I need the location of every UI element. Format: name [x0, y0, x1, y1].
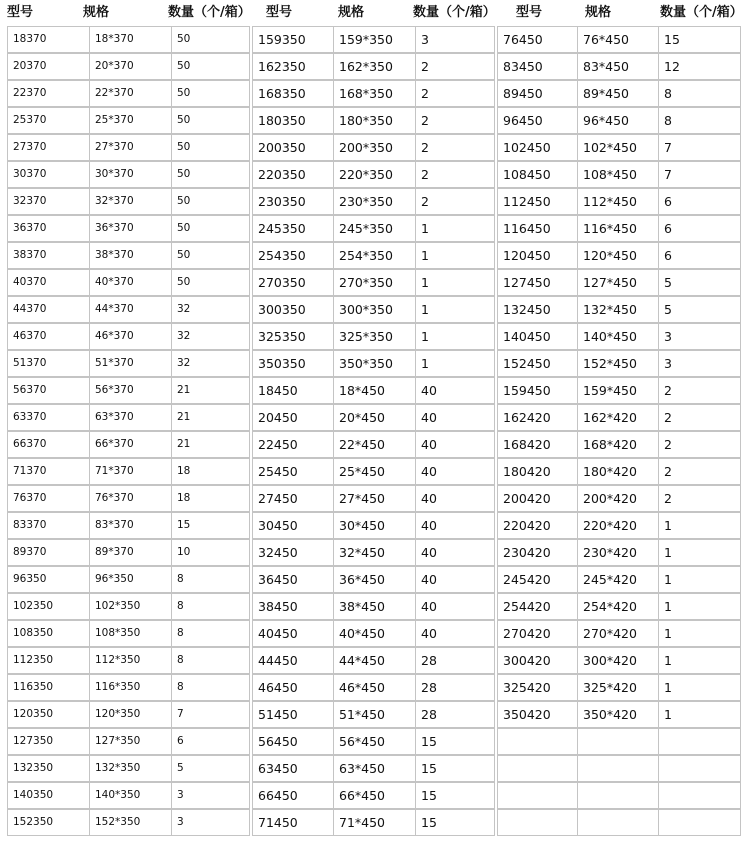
model-cell: 96350 [7, 566, 90, 593]
model-cell [497, 728, 578, 755]
model-cell: 162350 [252, 53, 334, 80]
model-cell: 18450 [252, 377, 334, 404]
model-cell: 159450 [497, 377, 578, 404]
quantity-cell: 28 [415, 701, 495, 728]
quantity-cell: 50 [171, 188, 250, 215]
model-cell: 44450 [252, 647, 334, 674]
model-cell: 132450 [497, 296, 578, 323]
model-cell: 30370 [7, 161, 90, 188]
quantity-cell: 2 [415, 161, 495, 188]
spec-cell: 18*370 [89, 26, 172, 53]
model-cell: 220420 [497, 512, 578, 539]
quantity-cell: 7 [658, 134, 741, 161]
spec-cell: 254*420 [577, 593, 659, 620]
quantity-cell: 1 [415, 323, 495, 350]
column-header: 规格 [83, 5, 110, 20]
quantity-cell: 28 [415, 647, 495, 674]
quantity-cell: 7 [171, 701, 250, 728]
spec-cell: 44*450 [333, 647, 416, 674]
quantity-cell: 21 [171, 404, 250, 431]
quantity-cell: 2 [415, 53, 495, 80]
model-cell: 83450 [497, 53, 578, 80]
spec-cell: 102*450 [577, 134, 659, 161]
quantity-cell: 40 [415, 458, 495, 485]
quantity-cell: 2 [415, 107, 495, 134]
quantity-cell: 50 [171, 215, 250, 242]
spec-cell: 56*450 [333, 728, 416, 755]
spec-cell [577, 809, 659, 836]
spec-cell: 140*350 [89, 782, 172, 809]
model-cell: 27370 [7, 134, 90, 161]
spec-cell: 132*350 [89, 755, 172, 782]
spec-cell: 36*370 [89, 215, 172, 242]
spec-cell: 71*370 [89, 458, 172, 485]
model-cell: 63450 [252, 755, 334, 782]
quantity-cell: 50 [171, 53, 250, 80]
model-cell: 25450 [252, 458, 334, 485]
model-cell: 102450 [497, 134, 578, 161]
model-cell: 230350 [252, 188, 334, 215]
spec-cell: 325*420 [577, 674, 659, 701]
spec-cell: 127*350 [89, 728, 172, 755]
spec-cell: 220*350 [333, 161, 416, 188]
spec-cell: 40*370 [89, 269, 172, 296]
model-cell: 116350 [7, 674, 90, 701]
quantity-cell: 18 [171, 458, 250, 485]
model-cell: 40450 [252, 620, 334, 647]
quantity-cell: 8 [171, 674, 250, 701]
quantity-cell: 2 [415, 80, 495, 107]
model-cell: 46450 [252, 674, 334, 701]
quantity-cell: 50 [171, 80, 250, 107]
model-cell: 51450 [252, 701, 334, 728]
quantity-cell: 50 [171, 107, 250, 134]
quantity-cell: 40 [415, 485, 495, 512]
model-cell: 254350 [252, 242, 334, 269]
model-cell: 27450 [252, 485, 334, 512]
spec-cell [577, 728, 659, 755]
quantity-cell: 15 [415, 755, 495, 782]
quantity-cell: 8 [171, 566, 250, 593]
quantity-cell: 8 [171, 593, 250, 620]
model-cell: 20450 [252, 404, 334, 431]
spec-cell: 116*350 [89, 674, 172, 701]
model-cell: 38450 [252, 593, 334, 620]
model-cell: 56450 [252, 728, 334, 755]
model-cell: 38370 [7, 242, 90, 269]
spec-cell: 230*350 [333, 188, 416, 215]
model-cell: 180350 [252, 107, 334, 134]
model-cell: 140450 [497, 323, 578, 350]
spec-cell: 22*450 [333, 431, 416, 458]
model-cell: 116450 [497, 215, 578, 242]
spec-cell: 32*450 [333, 539, 416, 566]
quantity-cell: 15 [415, 782, 495, 809]
spec-cell: 89*450 [577, 80, 659, 107]
quantity-cell: 32 [171, 296, 250, 323]
spec-cell: 20*370 [89, 53, 172, 80]
quantity-cell: 3 [415, 26, 495, 53]
model-cell: 108350 [7, 620, 90, 647]
model-cell: 83370 [7, 512, 90, 539]
spec-cell: 270*420 [577, 620, 659, 647]
spec-cell: 76*450 [577, 26, 659, 53]
spec-cell: 63*370 [89, 404, 172, 431]
model-cell: 168420 [497, 431, 578, 458]
quantity-cell [658, 809, 741, 836]
quantity-cell: 40 [415, 431, 495, 458]
model-cell: 18370 [7, 26, 90, 53]
quantity-cell: 21 [171, 377, 250, 404]
quantity-cell: 50 [171, 161, 250, 188]
spec-cell: 180*420 [577, 458, 659, 485]
quantity-cell: 7 [658, 161, 741, 188]
spec-cell: 152*450 [577, 350, 659, 377]
spec-cell: 200*350 [333, 134, 416, 161]
model-cell: 152450 [497, 350, 578, 377]
spec-cell: 66*370 [89, 431, 172, 458]
model-cell: 71450 [252, 809, 334, 836]
spec-cell: 168*350 [333, 80, 416, 107]
spec-cell: 38*370 [89, 242, 172, 269]
column-header: 型号 [7, 5, 34, 20]
spec-cell: 40*450 [333, 620, 416, 647]
model-cell: 66450 [252, 782, 334, 809]
spec-cell: 83*450 [577, 53, 659, 80]
spec-cell [577, 755, 659, 782]
model-cell: 245350 [252, 215, 334, 242]
model-cell: 44370 [7, 296, 90, 323]
model-cell: 40370 [7, 269, 90, 296]
spec-cell: 325*350 [333, 323, 416, 350]
quantity-cell: 1 [658, 566, 741, 593]
spec-cell: 36*450 [333, 566, 416, 593]
quantity-cell: 40 [415, 539, 495, 566]
model-cell: 46370 [7, 323, 90, 350]
quantity-cell [658, 728, 741, 755]
spec-cell: 152*350 [89, 809, 172, 836]
model-cell: 132350 [7, 755, 90, 782]
quantity-cell: 12 [658, 53, 741, 80]
spec-cell: 25*370 [89, 107, 172, 134]
quantity-cell: 2 [658, 458, 741, 485]
model-cell: 63370 [7, 404, 90, 431]
spec-cell: 108*350 [89, 620, 172, 647]
spec-cell: 300*350 [333, 296, 416, 323]
model-cell: 300420 [497, 647, 578, 674]
model-cell: 300350 [252, 296, 334, 323]
spec-cell: 102*350 [89, 593, 172, 620]
model-cell: 162420 [497, 404, 578, 431]
column-header: 型号 [266, 5, 293, 20]
model-cell: 140350 [7, 782, 90, 809]
column-header: 数量（个/箱） [168, 5, 251, 20]
spec-cell: 30*370 [89, 161, 172, 188]
quantity-cell: 2 [415, 134, 495, 161]
quantity-cell: 15 [171, 512, 250, 539]
quantity-cell: 8 [171, 620, 250, 647]
spec-cell: 200*420 [577, 485, 659, 512]
model-cell [497, 782, 578, 809]
column-header: 数量（个/箱） [660, 5, 743, 20]
quantity-cell: 1 [415, 269, 495, 296]
spec-cell: 162*350 [333, 53, 416, 80]
model-cell: 120450 [497, 242, 578, 269]
model-cell: 230420 [497, 539, 578, 566]
model-cell: 220350 [252, 161, 334, 188]
model-cell: 56370 [7, 377, 90, 404]
model-cell: 325420 [497, 674, 578, 701]
model-cell: 270350 [252, 269, 334, 296]
spec-cell: 66*450 [333, 782, 416, 809]
quantity-cell: 50 [171, 242, 250, 269]
quantity-cell: 15 [415, 728, 495, 755]
quantity-cell: 1 [658, 512, 741, 539]
model-cell: 102350 [7, 593, 90, 620]
model-cell: 36370 [7, 215, 90, 242]
quantity-cell: 10 [171, 539, 250, 566]
quantity-cell: 5 [658, 269, 741, 296]
spec-cell: 162*420 [577, 404, 659, 431]
quantity-cell: 3 [171, 782, 250, 809]
model-cell: 51370 [7, 350, 90, 377]
spec-cell: 159*450 [577, 377, 659, 404]
quantity-cell: 50 [171, 269, 250, 296]
model-cell: 66370 [7, 431, 90, 458]
spec-cell: 270*350 [333, 269, 416, 296]
column-header: 规格 [585, 5, 612, 20]
column-header: 数量（个/箱） [413, 5, 496, 20]
spec-cell: 96*450 [577, 107, 659, 134]
quantity-cell: 3 [171, 809, 250, 836]
spec-cell: 245*420 [577, 566, 659, 593]
model-cell: 245420 [497, 566, 578, 593]
spec-cell: 108*450 [577, 161, 659, 188]
quantity-cell: 8 [658, 107, 741, 134]
quantity-cell: 1 [658, 539, 741, 566]
spec-cell: 44*370 [89, 296, 172, 323]
model-cell: 152350 [7, 809, 90, 836]
spec-cell: 127*450 [577, 269, 659, 296]
model-cell: 254420 [497, 593, 578, 620]
quantity-cell: 8 [658, 80, 741, 107]
column-header: 型号 [516, 5, 543, 20]
quantity-cell: 3 [658, 323, 741, 350]
spec-cell: 116*450 [577, 215, 659, 242]
quantity-cell: 40 [415, 566, 495, 593]
model-cell: 325350 [252, 323, 334, 350]
spec-cell: 27*370 [89, 134, 172, 161]
spec-cell: 120*450 [577, 242, 659, 269]
model-cell: 159350 [252, 26, 334, 53]
spec-cell: 46*450 [333, 674, 416, 701]
quantity-cell [658, 755, 741, 782]
quantity-cell: 6 [658, 188, 741, 215]
spec-cell: 96*350 [89, 566, 172, 593]
model-cell: 350350 [252, 350, 334, 377]
quantity-cell: 32 [171, 350, 250, 377]
spec-cell: 220*420 [577, 512, 659, 539]
spec-cell: 140*450 [577, 323, 659, 350]
spec-cell [577, 782, 659, 809]
quantity-cell: 40 [415, 593, 495, 620]
quantity-cell: 21 [171, 431, 250, 458]
model-cell: 76370 [7, 485, 90, 512]
quantity-cell: 8 [171, 647, 250, 674]
quantity-cell: 1 [658, 674, 741, 701]
model-cell: 76450 [497, 26, 578, 53]
quantity-cell: 1 [415, 242, 495, 269]
model-cell: 96450 [497, 107, 578, 134]
quantity-cell: 2 [415, 188, 495, 215]
spec-cell: 112*350 [89, 647, 172, 674]
quantity-cell: 6 [658, 242, 741, 269]
spec-cell: 20*450 [333, 404, 416, 431]
column-header: 规格 [338, 5, 365, 20]
quantity-cell: 5 [171, 755, 250, 782]
spec-cell: 32*370 [89, 188, 172, 215]
spec-cell: 56*370 [89, 377, 172, 404]
model-cell: 89370 [7, 539, 90, 566]
spec-cell: 112*450 [577, 188, 659, 215]
model-cell [497, 755, 578, 782]
quantity-cell: 2 [658, 485, 741, 512]
model-cell: 350420 [497, 701, 578, 728]
model-cell: 32450 [252, 539, 334, 566]
spec-cell: 230*420 [577, 539, 659, 566]
spec-cell: 180*350 [333, 107, 416, 134]
spec-cell: 168*420 [577, 431, 659, 458]
spec-cell: 25*450 [333, 458, 416, 485]
spec-cell: 120*350 [89, 701, 172, 728]
spec-cell: 71*450 [333, 809, 416, 836]
spec-cell: 46*370 [89, 323, 172, 350]
quantity-cell: 2 [658, 404, 741, 431]
model-cell: 112450 [497, 188, 578, 215]
quantity-cell: 6 [171, 728, 250, 755]
quantity-cell: 40 [415, 404, 495, 431]
quantity-cell: 6 [658, 215, 741, 242]
model-cell: 112350 [7, 647, 90, 674]
spec-cell: 27*450 [333, 485, 416, 512]
quantity-cell: 40 [415, 512, 495, 539]
spec-cell: 132*450 [577, 296, 659, 323]
model-cell: 71370 [7, 458, 90, 485]
model-cell: 89450 [497, 80, 578, 107]
spec-cell: 245*350 [333, 215, 416, 242]
model-cell: 30450 [252, 512, 334, 539]
quantity-cell: 1 [658, 620, 741, 647]
quantity-cell: 32 [171, 323, 250, 350]
spec-cell: 18*450 [333, 377, 416, 404]
quantity-cell: 1 [415, 215, 495, 242]
model-cell: 22370 [7, 80, 90, 107]
quantity-cell [658, 782, 741, 809]
quantity-cell: 28 [415, 674, 495, 701]
quantity-cell: 1 [658, 647, 741, 674]
model-cell: 127350 [7, 728, 90, 755]
spec-cell: 51*450 [333, 701, 416, 728]
quantity-cell: 3 [658, 350, 741, 377]
model-cell: 25370 [7, 107, 90, 134]
spec-cell: 350*420 [577, 701, 659, 728]
model-cell [497, 809, 578, 836]
quantity-cell: 50 [171, 134, 250, 161]
model-cell: 168350 [252, 80, 334, 107]
quantity-cell: 1 [658, 701, 741, 728]
model-cell: 22450 [252, 431, 334, 458]
quantity-cell: 15 [658, 26, 741, 53]
spec-cell: 22*370 [89, 80, 172, 107]
model-cell: 32370 [7, 188, 90, 215]
model-cell: 127450 [497, 269, 578, 296]
model-cell: 200350 [252, 134, 334, 161]
model-cell: 200420 [497, 485, 578, 512]
model-cell: 36450 [252, 566, 334, 593]
model-cell: 180420 [497, 458, 578, 485]
model-cell: 20370 [7, 53, 90, 80]
quantity-cell: 2 [658, 377, 741, 404]
spec-cell: 254*350 [333, 242, 416, 269]
spec-cell: 63*450 [333, 755, 416, 782]
spec-cell: 300*420 [577, 647, 659, 674]
spec-cell: 159*350 [333, 26, 416, 53]
spec-cell: 51*370 [89, 350, 172, 377]
quantity-cell: 18 [171, 485, 250, 512]
quantity-cell: 2 [658, 431, 741, 458]
spec-cell: 76*370 [89, 485, 172, 512]
quantity-cell: 50 [171, 26, 250, 53]
quantity-cell: 40 [415, 620, 495, 647]
model-cell: 108450 [497, 161, 578, 188]
model-cell: 120350 [7, 701, 90, 728]
model-cell: 270420 [497, 620, 578, 647]
spec-cell: 350*350 [333, 350, 416, 377]
quantity-cell: 1 [415, 350, 495, 377]
spec-cell: 83*370 [89, 512, 172, 539]
spec-cell: 89*370 [89, 539, 172, 566]
quantity-cell: 1 [415, 296, 495, 323]
spec-cell: 30*450 [333, 512, 416, 539]
quantity-cell: 1 [658, 593, 741, 620]
spec-cell: 38*450 [333, 593, 416, 620]
quantity-cell: 40 [415, 377, 495, 404]
quantity-cell: 5 [658, 296, 741, 323]
quantity-cell: 15 [415, 809, 495, 836]
